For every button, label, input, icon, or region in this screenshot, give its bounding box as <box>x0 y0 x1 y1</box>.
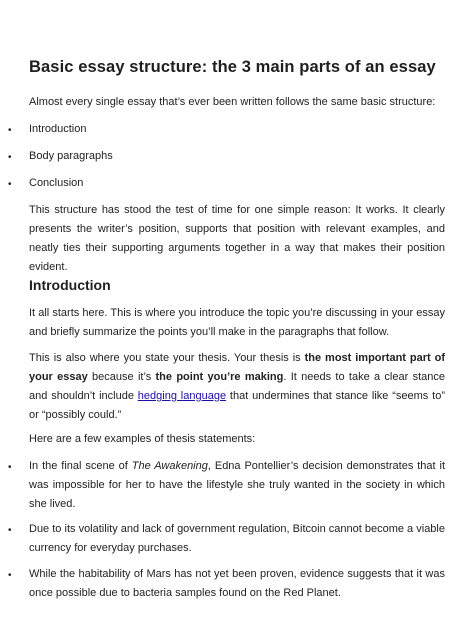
section-heading-introduction: Introduction <box>29 277 111 293</box>
structure-paragraph: This structure has stood the test of time for one simple reason: It works. It clearly presents the writer’s position, supports that position with relevant examples, and neatly ties their supporting arguments together in a way that makes their position evident. <box>29 204 445 273</box>
intro-paragraph: It all starts here. This is where you introduce the topic you’re discussing in your essay and briefly summarize the points you’ll make in the paragraphs that follow. <box>29 307 445 338</box>
hedging-language-link[interactable]: hedging language <box>137 390 227 402</box>
bullet-marker: • <box>8 570 12 581</box>
thesis-paragraph: This is also where you state your thesis. Your thesis is the most important part of your essay because it’s the point you’re making. It needs to take a clear stance and shouldn’t include hedging language that undermines that stance like “seems to” or “possibly could.” <box>29 352 446 421</box>
bullet-marker: • <box>8 125 12 136</box>
examples-intro: Here are a few examples of thesis statements: <box>29 433 256 445</box>
bold-phrase: the point you’re making <box>155 371 284 383</box>
example-thesis-bitcoin: Due to its volatility and lack of government regulation, Bitcoin cannot become a viable currency for everyday purchases. <box>29 523 445 554</box>
bullet-marker: • <box>8 179 12 190</box>
list-item-body-paragraphs: Body paragraphs <box>29 150 113 162</box>
bold-phrase: the most important part of your essay <box>29 352 446 383</box>
intro-line: Almost every single essay that’s ever been written follows the same basic structure: <box>29 96 436 108</box>
page-title: Basic essay structure: the 3 main parts of an essay <box>29 58 436 76</box>
book-title: The Awakening <box>131 460 208 472</box>
example-thesis-mars: While the habitability of Mars has not yet been proven, evidence suggests that it was once possible due to bacteria samples found on the Red Planet. <box>29 568 445 599</box>
list-item-conclusion: Conclusion <box>29 177 84 189</box>
example-thesis-awakening: In the final scene of The Awakening, Edna Pontellier’s decision demonstrates that it was impossible for her to have the lifestyle she truly wanted in the society in which she lived. <box>29 460 446 510</box>
list-item-introduction: Introduction <box>29 123 87 135</box>
bullet-marker: • <box>8 462 12 473</box>
bullet-marker: • <box>8 152 12 163</box>
bullet-marker: • <box>8 525 12 536</box>
